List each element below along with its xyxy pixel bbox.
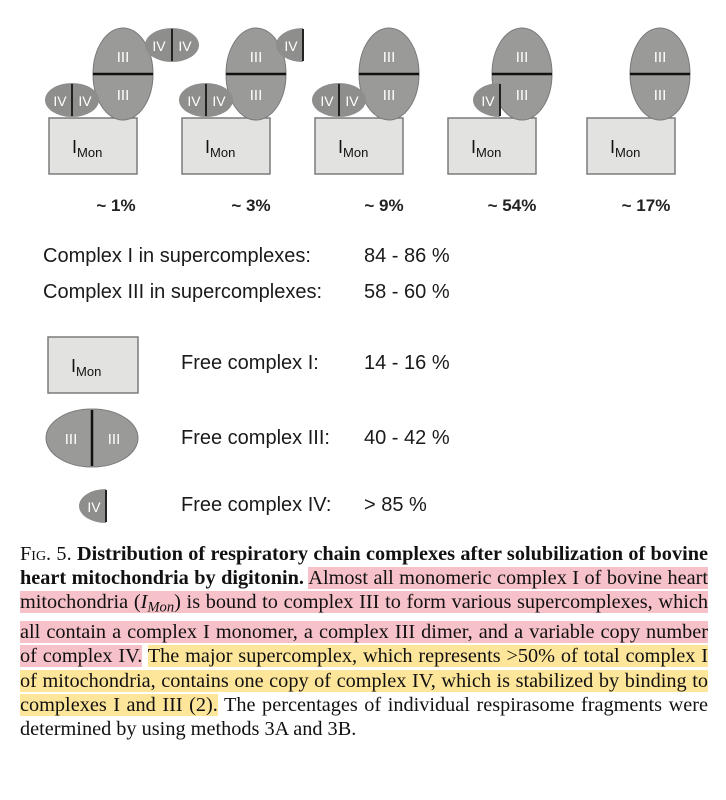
figure-caption [20, 542, 708, 741]
complex-i-sub: Mon [615, 145, 641, 160]
complex-i-sub: Mon [210, 145, 236, 160]
free-complex-iv-value: > 85 % [364, 494, 427, 516]
complex-iii-bottom-label: III [116, 87, 130, 104]
complex-iii-label: III [64, 431, 78, 448]
complex-iii-bottom-label: III [382, 87, 396, 104]
complex-iv-label: IV [178, 38, 192, 54]
complex-iii-label: III [107, 431, 121, 448]
free-complex-i-label: Free complex I: [181, 352, 319, 374]
complex-iii-bottom-label: III [249, 87, 263, 104]
caption-plain-text: The percentages of individual respirasome fragments were determined by using methods 3A and 3B. [20, 693, 708, 741]
complex-i-letter: I [338, 137, 344, 157]
complex-i-letter: I [610, 137, 616, 157]
complex-i-letter: I [72, 137, 78, 157]
complex-i-sub: Mon [77, 145, 103, 160]
complex-i-letter: I [71, 356, 77, 376]
complex-iii-top-label: III [515, 49, 529, 66]
complex-iii-bottom-label: III [653, 87, 667, 104]
free-complex-iii-value: 40 - 42 % [364, 427, 450, 449]
complex-i-summary-value: 84 - 86 % [364, 245, 450, 267]
complex-iii-top-label: III [653, 49, 667, 66]
caption-highlight-pink: Almost all monomeric complex I of bovine heart mitochondria $(I_{Mon})$ is bound to complex III to form various supercomplexes, which all contain a complex I monomer, a complex III dimer, and a variable copy number of complex IV. [20, 567, 708, 668]
supercomplex-2 [179, 28, 330, 174]
complex-iii-summary-label: Complex III in supercomplexes: [43, 281, 323, 303]
legend-complex-i-icon [48, 337, 138, 393]
percent-label: ~ 17% [621, 196, 671, 215]
caption-title: Distribution of respiratory chain complexes after solubilization of bovine heart mitochondria by digitonin. [20, 543, 709, 590]
complex-iv-label: IV [284, 38, 298, 54]
complex-iii-top-label: III [116, 49, 130, 66]
complex-iv-label: IV [320, 93, 334, 109]
complex-i-letter: I [205, 137, 211, 157]
supercomplex-5 [587, 28, 690, 174]
free-complex-iv-label: Free complex IV: [181, 494, 332, 516]
complex-i-sub: Mon [76, 364, 102, 379]
percent-label: ~ 9% [364, 196, 404, 215]
figure-label: Fig. 5. [20, 543, 72, 565]
supercomplex-4 [448, 28, 552, 174]
complex-iv-label: IV [187, 93, 201, 109]
supercomplex-3 [312, 28, 419, 174]
complex-iv-label: IV [481, 93, 495, 109]
free-complex-iii-label: Free complex III: [181, 427, 330, 449]
complex-iii-summary-value: 58 - 60 % [364, 281, 450, 303]
complex-iv-monomer-top [276, 28, 330, 62]
complex-iii-top-label: III [382, 49, 396, 66]
percent-label: ~ 3% [231, 196, 271, 215]
complex-iv-label: IV [345, 93, 359, 109]
legend-complex-iv-icon [79, 489, 133, 523]
free-complex-i-value: 14 - 16 % [364, 352, 450, 374]
complex-i-sub: Mon [476, 145, 502, 160]
complex-iii-top-label: III [249, 49, 263, 66]
complex-iii-bottom-label: III [515, 87, 529, 104]
complex-iv-label: IV [212, 93, 226, 109]
percent-label: ~ 54% [487, 196, 537, 215]
complex-iv-label: IV [152, 38, 166, 54]
complex-i-sub: Mon [343, 145, 369, 160]
caption-highlight-yellow: The major supercomplex, which represents >50% of total complex I of mitochondria, contains one copy of complex IV, which is stabilized by binding to complexes I and III (2). [20, 645, 708, 716]
complex-iv-label: IV [53, 93, 67, 109]
complex-i-summary-label: Complex I in supercomplexes: [43, 245, 311, 267]
complex-i-letter: I [471, 137, 477, 157]
complex-iv-label: IV [87, 499, 101, 515]
complex-iv-label: IV [78, 93, 92, 109]
supercomplex-1 [45, 28, 199, 174]
legend-complex-iii-icon [46, 409, 138, 467]
percent-label: ~ 1% [96, 196, 136, 215]
